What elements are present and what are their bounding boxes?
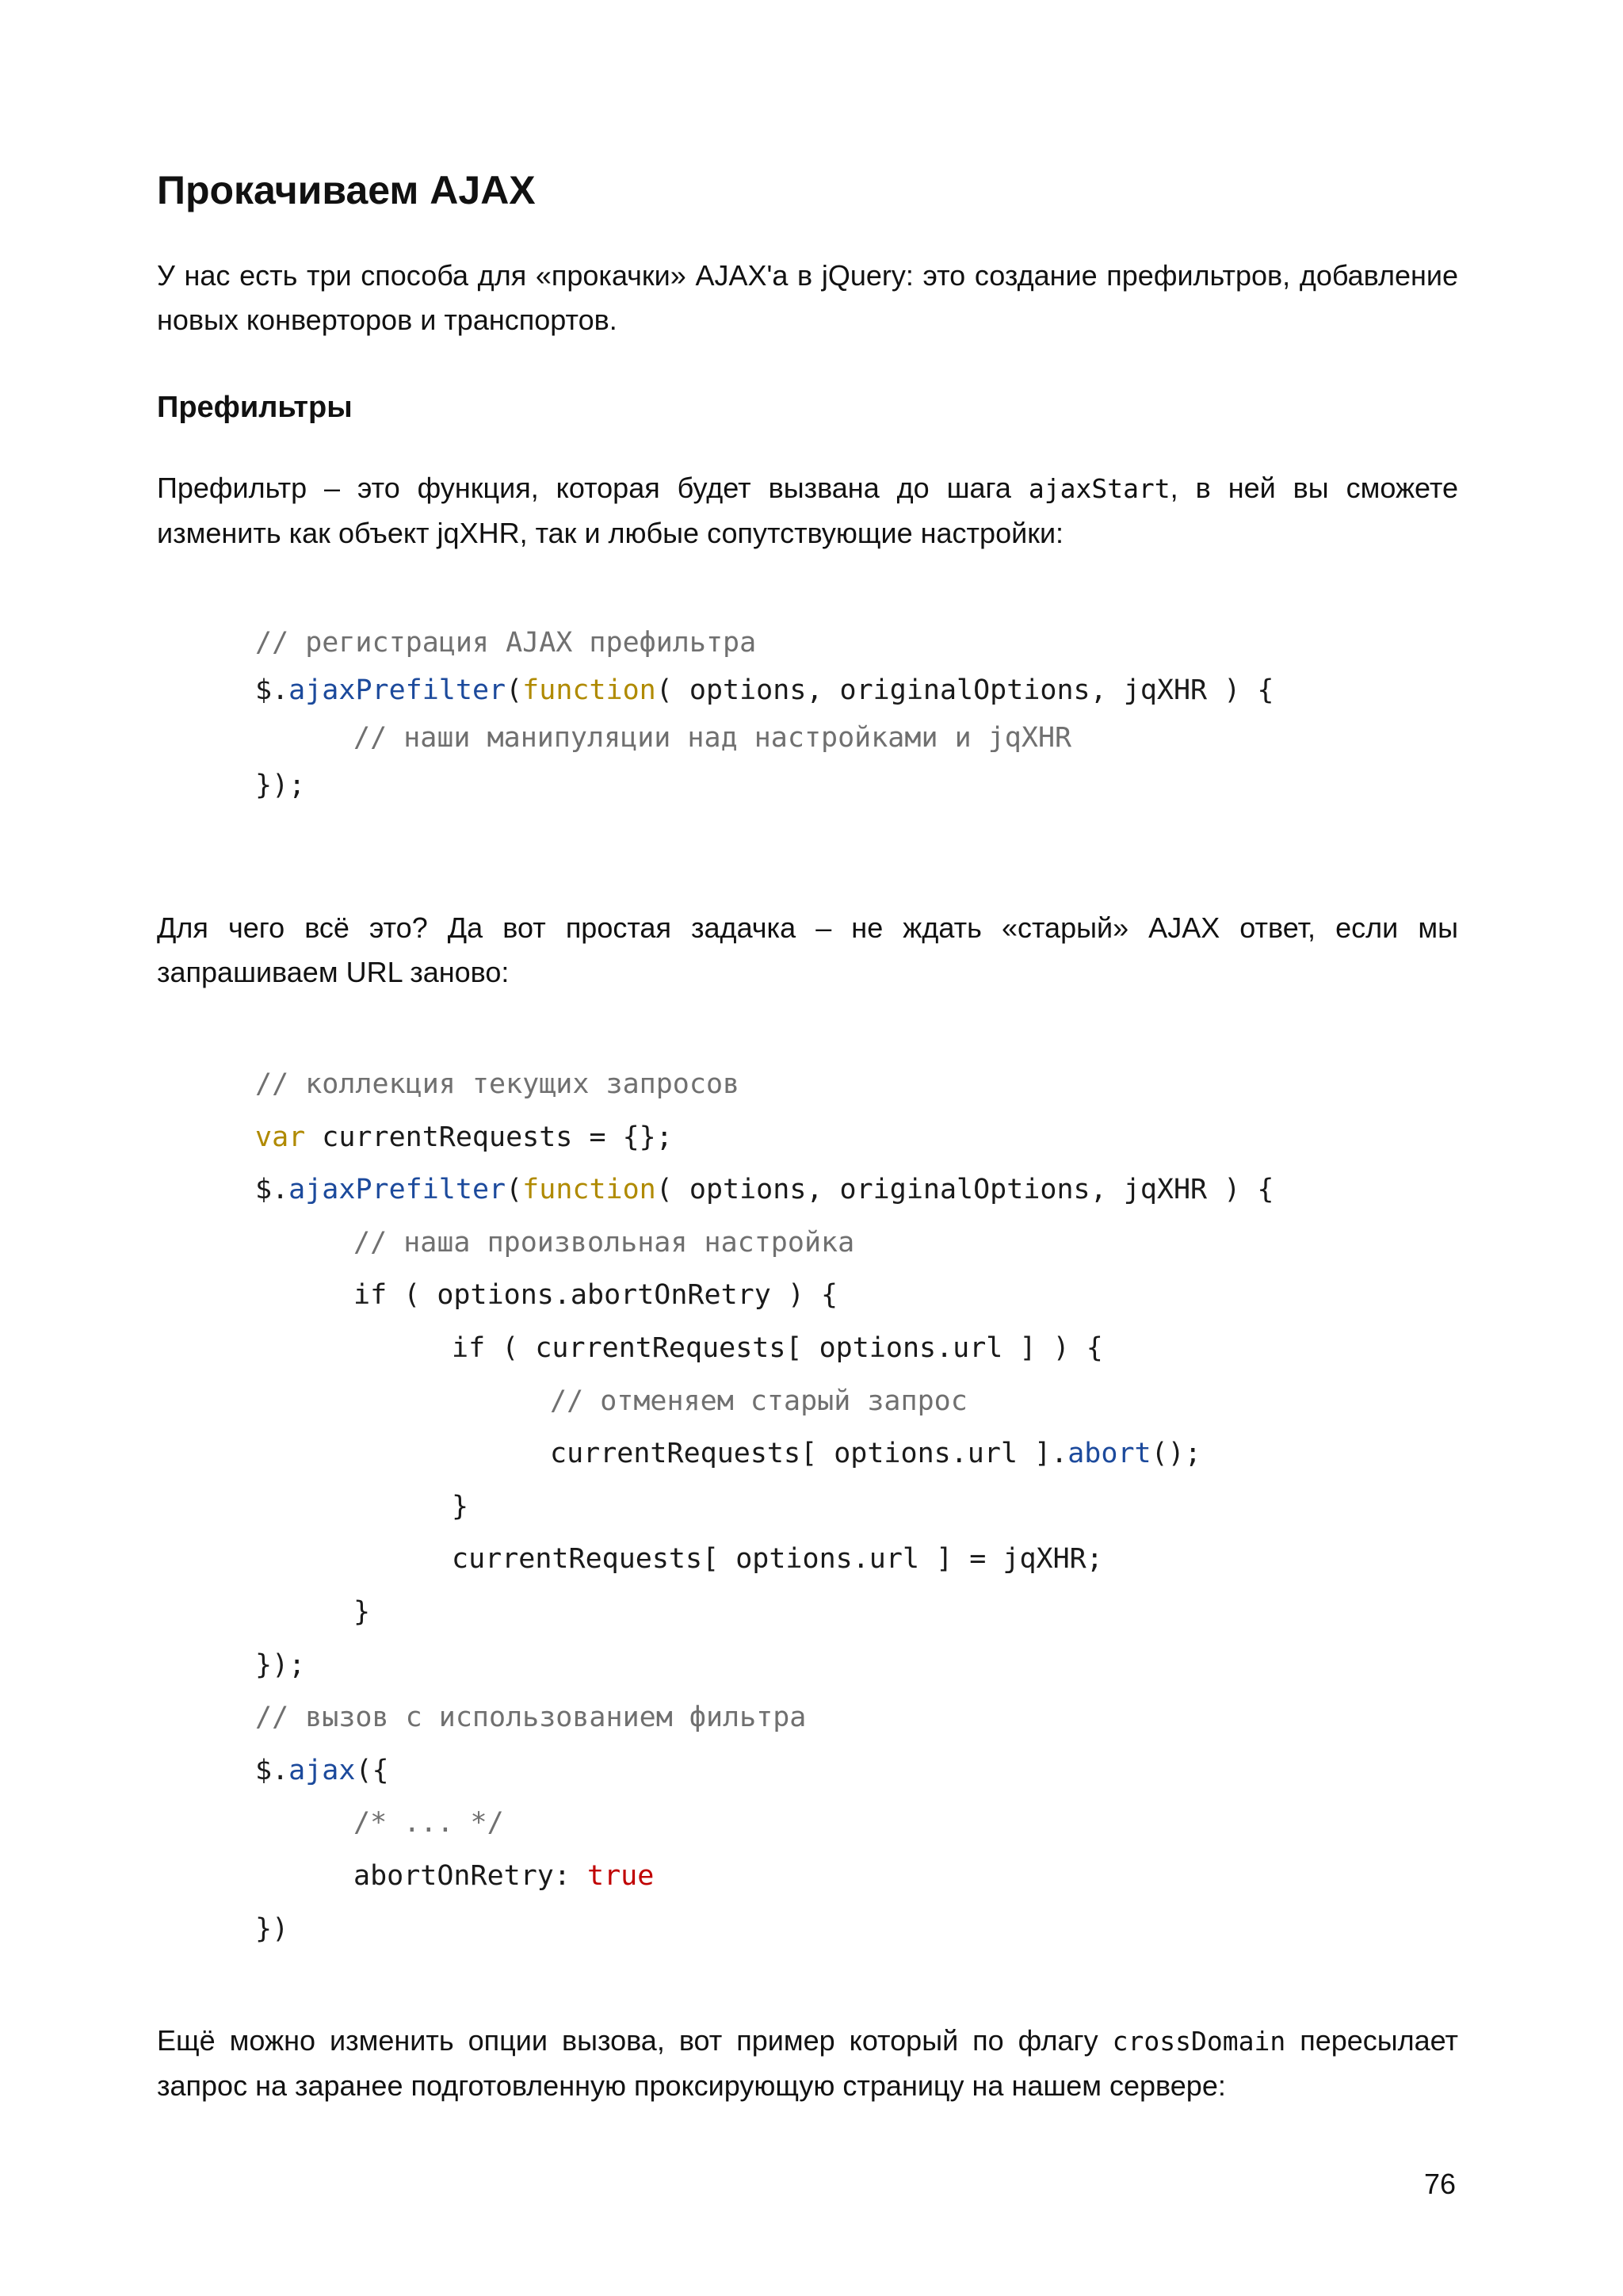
code-token: currentRequests = {};: [305, 1121, 673, 1153]
code-function-name: ajaxPrefilter: [288, 1174, 506, 1206]
code-comment: /* ... */: [353, 1807, 504, 1839]
code-line: [157, 1111, 1458, 1164]
code-token: ();: [1151, 1438, 1201, 1470]
code-keyword: function: [522, 674, 656, 706]
page-number: 76: [1423, 2168, 1456, 2200]
code-line: });: [255, 770, 306, 801]
crossdomain-text-start: Ещё можно изменить опции вызова, вот пример который по флагу: [157, 2024, 1113, 2057]
code-line: [157, 1744, 1458, 1797]
code-block-prefilter: [157, 619, 1458, 809]
code-comment: // вызов с использованием фильтра: [255, 1702, 807, 1734]
prefilter-text-end: , в ней вы сможете изменить как объект jqXHR, так и любые сопутствующие настройки:: [157, 472, 1458, 549]
code-line: [157, 1427, 1458, 1480]
code-function-name: ajaxPrefilter: [288, 674, 506, 706]
code-token: $.: [255, 674, 289, 706]
code-token: (: [506, 1174, 523, 1206]
code-line: [157, 1163, 1458, 1217]
code-line: if ( currentRequests[ options.url ] ) {: [452, 1331, 1103, 1364]
paragraph-why: Для чего всё это? Да вот простая задачка – не ждать «старый» AJAX ответ, если мы запрашиваем URL заново:: [157, 911, 1458, 988]
crossdomain-text-end: пересылает запрос на заранее подготовленную проксирующую страницу на нашем сервере:: [157, 2024, 1458, 2103]
code-literal: true: [587, 1859, 655, 1892]
code-token: ( options, originalOptions, jqXHR ) {: [655, 674, 1274, 706]
code-line: }: [353, 1595, 371, 1628]
code-line: if ( options.abortOnRetry ) {: [353, 1279, 838, 1312]
code-line: });: [255, 1648, 306, 1681]
intro-paragraph: У нас есть три способа для «прокачки» AJAX'а в jQuery: это создание префильтров, добавление новых конверторов и транспортов.: [157, 259, 1458, 336]
code-token: ({: [355, 1754, 389, 1786]
code-token: currentRequests[ options.url ].: [550, 1438, 1068, 1470]
code-token: $.: [255, 1754, 289, 1786]
code-block-abort-on-retry: [157, 1058, 1458, 1955]
code-line: }): [255, 1912, 289, 1945]
code-line: [157, 667, 1458, 714]
code-keyword: var: [255, 1121, 306, 1153]
code-comment: // наши манипуляции над настройками и jqXHR: [353, 722, 1072, 754]
paragraph-crossdomain: [157, 2019, 1458, 2108]
code-comment: // наша произвольная настройка: [353, 1226, 855, 1259]
code-token: $.: [255, 1174, 289, 1206]
code-line: }: [452, 1490, 469, 1522]
code-function-name: abort: [1067, 1438, 1151, 1470]
code-line: [157, 1850, 1458, 1903]
page-title: Прокачиваем AJAX: [157, 168, 536, 212]
page-content: [157, 159, 1458, 2108]
code-token: abortOnRetry:: [353, 1859, 588, 1892]
section-heading-prefilters: Префильтры: [157, 391, 353, 424]
prefilter-paragraph: [157, 466, 1458, 556]
inline-code-ajaxstart: ajaxStart: [1028, 473, 1170, 504]
code-function-name: ajax: [288, 1754, 356, 1786]
prefilter-text-start: Префильтр – это функция, которая будет вызвана до шага: [157, 472, 1029, 504]
inline-code-crossdomain: crossDomain: [1112, 2026, 1286, 2057]
code-token: (: [506, 674, 523, 706]
code-comment: // регистрация AJAX префильтра: [255, 627, 757, 659]
code-line: currentRequests[ options.url ] = jqXHR;: [452, 1543, 1103, 1576]
code-keyword: function: [522, 1174, 656, 1206]
code-comment: // отменяем старый запрос: [550, 1385, 968, 1417]
code-token: ( options, originalOptions, jqXHR ) {: [655, 1174, 1274, 1206]
code-comment: // коллекция текущих запросов: [255, 1068, 740, 1100]
